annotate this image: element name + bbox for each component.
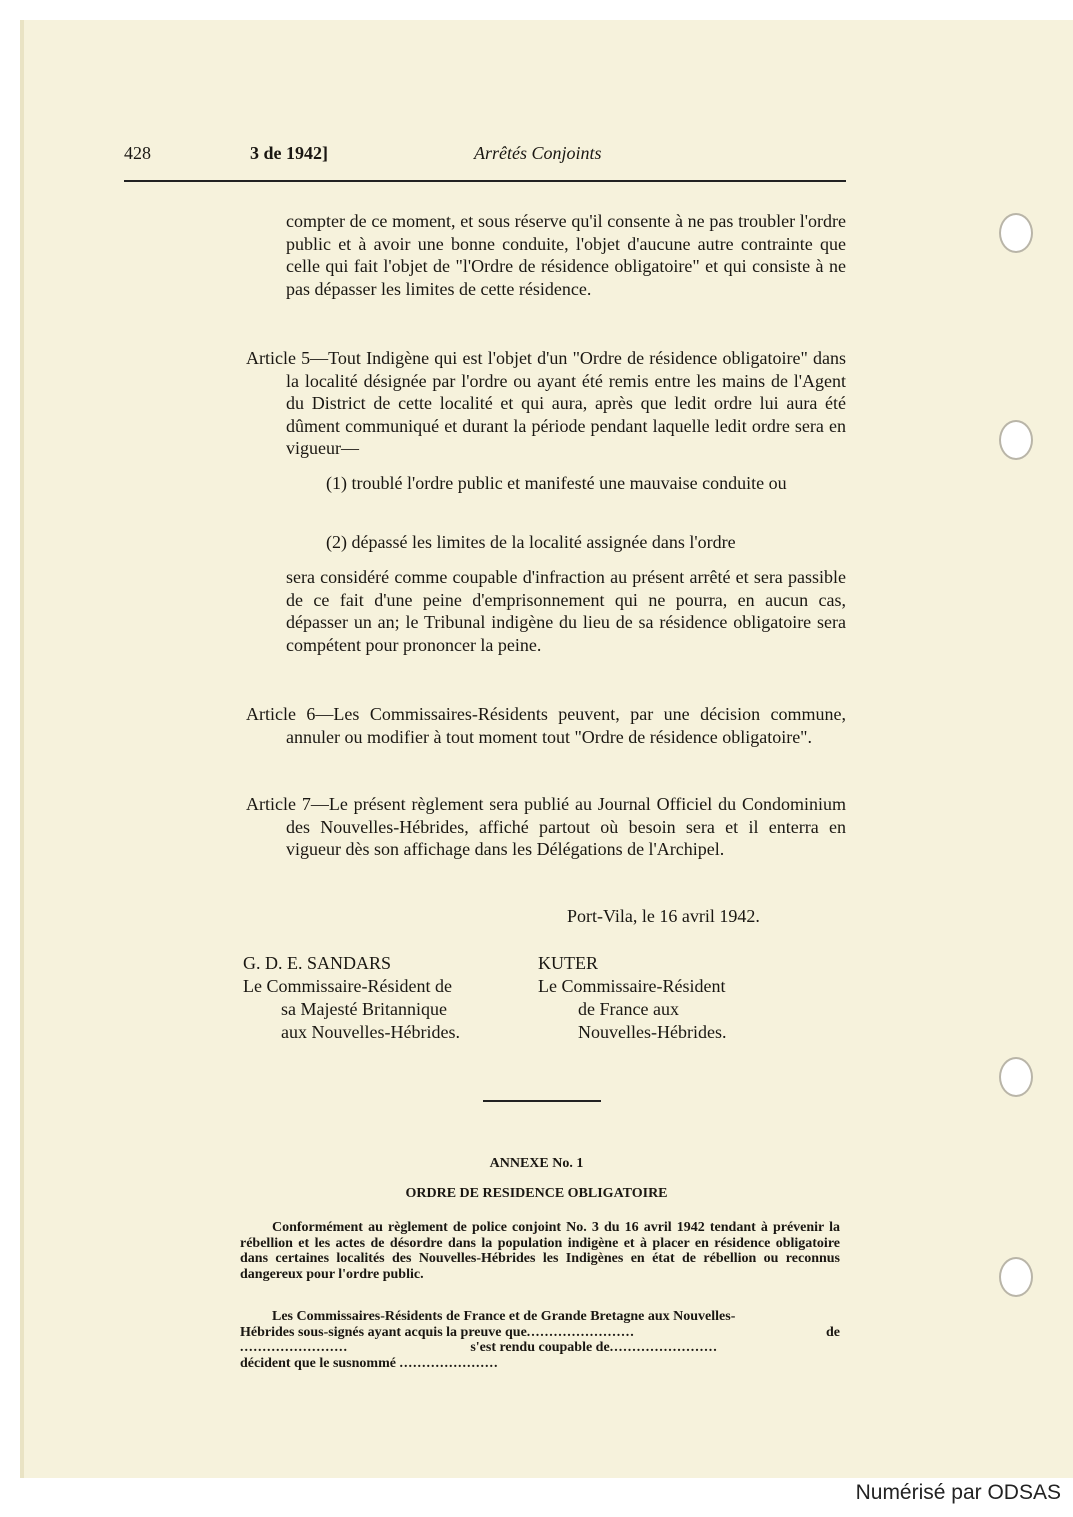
- header-title: Arrêtés Conjoints: [474, 143, 602, 163]
- place-date: Port-Vila, le 16 avril 1942.: [567, 906, 760, 926]
- signatory-name: KUTER: [538, 953, 598, 973]
- header-reference: 3 de 1942]: [250, 143, 328, 163]
- article-5: Article 5—Tout Indigène qui est l'objet d'un "Ordre de résidence obligatoire" dans la localité désignée par l'ordre ou ayant été remis entre les mains de l'Agent du District de cette localité et qui aura, après que ledit ordre lui aura été dûment communiqué et durant la période pendant laquelle ledit ordre sera en vigueur—: [246, 348, 846, 459]
- blank-field: ........................: [526, 1324, 635, 1340]
- signatory-title: Nouvelles-Hébrides.: [578, 1022, 727, 1042]
- signatory-title: de France aux: [578, 999, 679, 1019]
- signatory-title: Le Commissaire-Résident: [538, 976, 726, 996]
- continuation-paragraph: compter de ce moment, et sous réserve qu'il consente à ne pas troubler l'ordre public et à avoir une bonne conduite, l'objet d'aucune autre contrainte que celle qui fait l'objet de "l'Ordre de résidence obligatoire" et qui consiste à ne pas dépasser les limites de cette résidence.: [286, 211, 846, 299]
- page-edge: [20, 20, 24, 1478]
- binder-hole: [999, 213, 1033, 253]
- article-5-conclusion: sera considéré comme coupable d'infraction au présent arrêté et sera passible de ce fait d'une peine d'emprisonnement qui ne pourra, en aucun cas, dépasser un an; le Tribunal indigène du lieu de sa résidence obligatoire sera compétent pour prononcer la peine.: [286, 567, 846, 655]
- signature-right: [538, 952, 726, 1044]
- annex-text: décident que le susnommé: [240, 1355, 396, 1371]
- signatory-title: aux Nouvelles-Hébrides.: [281, 1022, 460, 1042]
- blank-field: ........................: [240, 1340, 348, 1356]
- signatory-name: G. D. E. SANDARS: [243, 953, 392, 973]
- annex-line: [240, 1325, 840, 1341]
- binder-hole: [999, 1257, 1033, 1297]
- binder-hole: [999, 1057, 1033, 1097]
- annex-text: s'est rendu coupable de: [470, 1340, 610, 1356]
- annex-title: ANNEXE No. 1: [489, 1156, 584, 1171]
- blank-field: ......................: [399, 1355, 499, 1371]
- annex-text: de: [826, 1324, 840, 1340]
- annex-line: [240, 1340, 840, 1356]
- article-6: Article 6—Les Commissaires-Résidents peuvent, par une décision commune, annuler ou modifier à tout moment tout "Ordre de résidence obligatoire".: [246, 704, 846, 747]
- page-number: 428: [124, 143, 151, 163]
- article-7: Article 7—Le présent règlement sera publié au Journal Officiel du Condominium des Nouvelles-Hébrides, affiché partout où besoin sera et il enterra en vigueur dès son affichage dans les Délégations de l'Archipel.: [246, 794, 846, 860]
- signatory-title: sa Majesté Britannique: [281, 999, 447, 1019]
- annex-paragraph-1: Conformément au règlement de police conjoint No. 3 du 16 avril 1942 tendant à prévenir la rébellion et les actes de désordre dans la population indigène et à placer en résidence obligatoire dans certaines localités des Nouvelles-Hébrides les Indigènes en état de rébellion ou reconnus dangereux pour l'ordre public.: [240, 1220, 840, 1282]
- signatory-title: Le Commissaire-Résident de: [243, 976, 452, 996]
- annex-paragraph-2: [240, 1309, 840, 1371]
- digitization-credit: Numérisé par ODSAS: [855, 1481, 1061, 1504]
- annex-subtitle: ORDRE DE RESIDENCE OBLIGATOIRE: [405, 1186, 668, 1201]
- article-5-item-1: (1) troublé l'ordre public et manifesté une mauvaise conduite ou: [326, 473, 787, 493]
- section-divider: [483, 1100, 601, 1102]
- annex-line: [240, 1356, 840, 1372]
- signature-left: [243, 952, 460, 1044]
- article-5-item-2: (2) dépassé les limites de la localité assignée dans l'ordre: [326, 532, 736, 552]
- annex-line: Les Commissaires-Résidents de France et de Grande Bretagne aux Nouvelles-: [272, 1309, 736, 1324]
- header-rule: [124, 180, 846, 182]
- binder-hole: [999, 420, 1033, 460]
- annex-text: Hébrides sous-signés ayant acquis la preuve que: [240, 1324, 527, 1340]
- blank-field: ........................: [609, 1340, 718, 1356]
